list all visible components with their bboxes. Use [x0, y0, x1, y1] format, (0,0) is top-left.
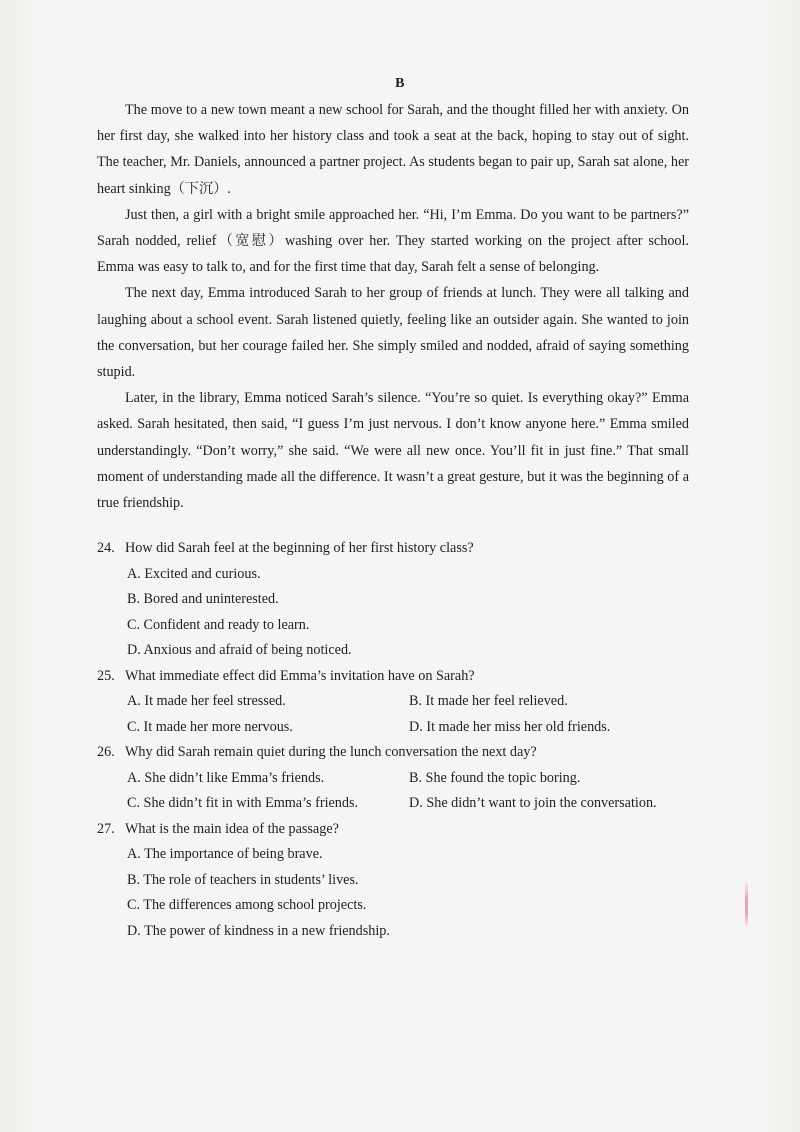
question-number: 27.: [97, 820, 115, 837]
option-b: B. She found the topic boring.: [409, 769, 581, 786]
option-a: A. Excited and curious.: [127, 565, 261, 582]
question-25: [97, 664, 697, 741]
option-d: D. Anxious and afraid of being noticed.: [127, 642, 352, 658]
option-c: C. It made her more nervous.: [127, 718, 293, 735]
option-a: A. It made her feel stressed.: [127, 693, 286, 709]
passage-paragraph-3: The next day, Emma introduced Sarah to her group of friends at lunch. They were all talking and laughing about a school event. Sarah listened quietly, feeling like an outsider again. She wanted to join the conversation, but her courage failed her. She simply smiled and nodded, afraid of saying something stupid.: [97, 285, 689, 381]
option-d: D. It made her miss her old friends.: [409, 718, 611, 735]
option-c: C. The differences among school projects.: [127, 897, 367, 913]
option-d: D. The power of kindness in a new friendship.: [127, 922, 390, 939]
question-number: 26.: [97, 744, 115, 760]
option-c: C. Confident and ready to learn.: [127, 616, 310, 633]
question-24: [97, 536, 697, 664]
reading-passage: [97, 97, 689, 516]
option-a: A. The importance of being brave.: [127, 846, 323, 862]
question-stem: How did Sarah feel at the beginning of her first history class?: [125, 540, 474, 556]
section-title: B: [395, 76, 405, 91]
option-c: C. She didn’t fit in with Emma’s friends.: [127, 795, 359, 811]
question-27: [97, 817, 697, 945]
passage-paragraph-1: The move to a new town meant a new school for Sarah, and the thought filled her with anxiety. On her first day, she walked into her history class and took a seat at the back, hoping to stay out of sight. The teacher, Mr. Daniels, announced a partner project. As students began to pair up, Sarah sat alone, her heart sinking（下沉）.: [97, 102, 689, 197]
question-26: [97, 740, 697, 817]
question-stem: Why did Sarah remain quiet during the lunch conversation the next day?: [125, 744, 537, 760]
question-stem: What immediate effect did Emma’s invitation have on Sarah?: [125, 667, 475, 684]
option-b: B. Bored and uninterested.: [127, 591, 279, 607]
question-list: [97, 536, 697, 944]
passage-paragraph-2: Just then, a girl with a bright smile approached her. “Hi, I’m Emma. Do you want to be partners?” Sarah nodded, relief（宽慰）washing over her. They started working on the project after school. Emma was easy to talk to, and for the first time that day, Sarah felt a sense of belonging.: [97, 206, 689, 276]
question-number: 24.: [97, 540, 115, 556]
option-a: A. She didn’t like Emma’s friends.: [127, 769, 325, 786]
page-edge-mark: [745, 880, 748, 928]
passage-paragraph-4: Later, in the library, Emma noticed Sarah’s silence. “You’re so quiet. Is everything okay?” Emma asked. Sarah hesitated, then said, “I guess I’m just nervous. I don’t know anyone here.” Emma smiled understandingly. “Don’t worry,” she said. “We were all new once. You’ll fit in just fine.” That small moment of understanding made all the difference. It wasn’t a great gesture, but it was the beginning of a true friendship.: [97, 390, 689, 512]
option-b: B. The role of teachers in students’ lives.: [127, 871, 359, 888]
option-d: D. She didn’t want to join the conversation.: [409, 795, 657, 811]
question-number: 25.: [97, 667, 115, 684]
option-b: B. It made her feel relieved.: [409, 693, 568, 709]
question-stem: What is the main idea of the passage?: [125, 820, 339, 837]
